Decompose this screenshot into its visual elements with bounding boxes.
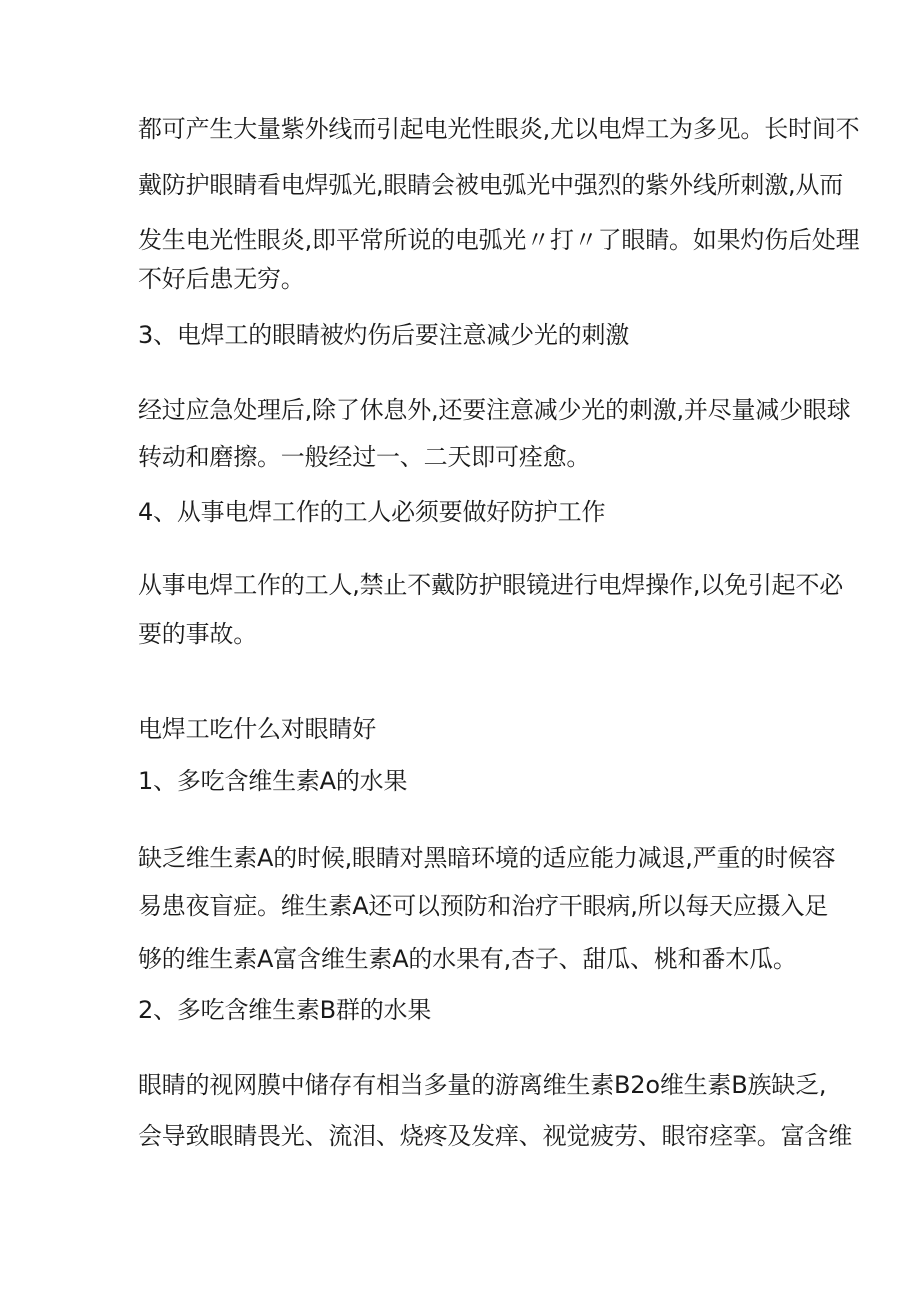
text-line-17: 眼睛的视网膜中储存有相当多量的游离维生素B2o维生素B族缺乏,	[138, 1071, 827, 1099]
section-title: 电焊工吃什么对眼睛好	[138, 715, 376, 743]
text-line-1: 都可产生大量紫外线而引起电光性眼炎,尤以电焊工为多见。长时间不	[138, 115, 860, 143]
text-line-14: 易患夜盲症。维生素A还可以预防和治疗干眼病,所以每天应摄入足	[138, 892, 829, 920]
text-line-7: 转动和磨擦。一般经过一、二天即可痊愈。	[138, 443, 591, 471]
section-heading-1: 1、多吃含维生素A的水果	[138, 767, 408, 795]
text-line-2: 戴防护眼睛看电焊弧光,眼睛会被电弧光中强烈的紫外线所刺激,从而	[138, 171, 844, 199]
section-heading-3: 3、电焊工的眼睛被灼伤后要注意减少光的刺激	[138, 321, 630, 349]
text-line-10: 要的事故。	[138, 620, 257, 648]
text-line-3: 发生电光性眼炎,即平常所说的电弧光〃打〃了眼睛。如果灼伤后处理	[138, 226, 860, 254]
text-line-4: 不好后患无穷。	[138, 265, 305, 293]
text-line-15: 够的维生素A富含维生素A的水果有,杏子、甜瓜、桃和番木瓜。	[138, 945, 797, 973]
text-line-6: 经过应急处理后,除了休息外,还要注意减少光的刺激,并尽量减少眼球	[138, 396, 851, 424]
text-line-9: 从事电焊工作的工人,禁止不戴防护眼镜进行电焊操作,以免引起不必	[138, 571, 844, 599]
section-heading-2: 2、多吃含维生素B群的水果	[138, 996, 432, 1024]
section-heading-4: 4、从事电焊工作的工人必须要做好防护工作	[138, 498, 606, 526]
text-line-13: 缺乏维生素A的时候,眼睛对黑暗环境的适应能力减退,严重的时候容	[138, 844, 836, 872]
text-line-18: 会导致眼睛畏光、流泪、烧疼及发痒、视觉疲劳、眼帘痉挛。富含维	[138, 1122, 852, 1150]
